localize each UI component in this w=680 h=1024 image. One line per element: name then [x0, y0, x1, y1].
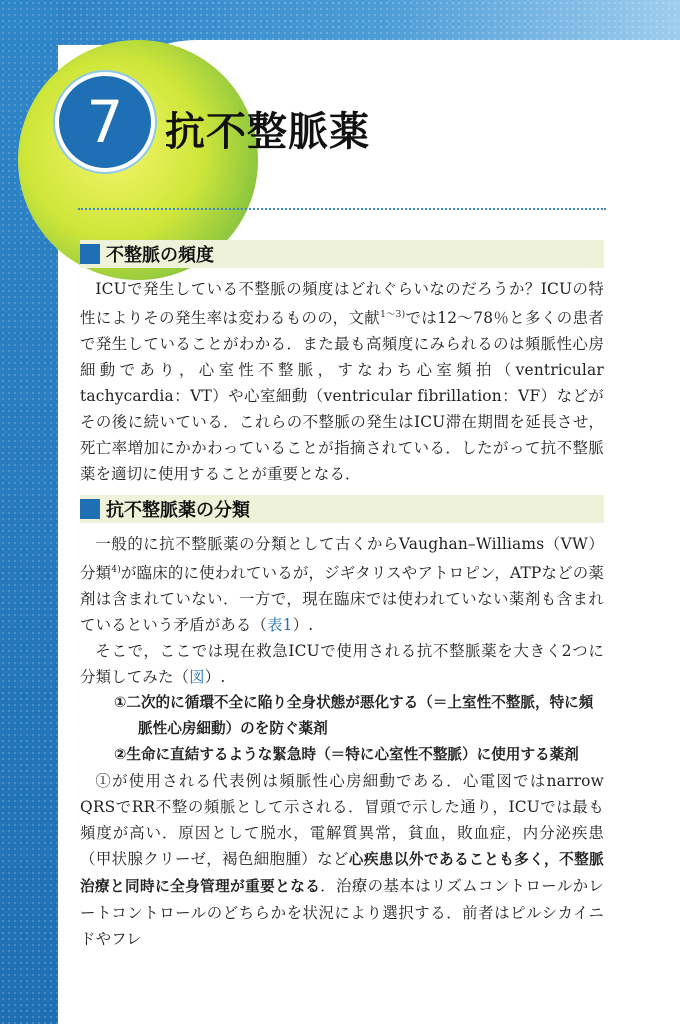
heading-square-icon: [80, 244, 100, 264]
list-item: ①二次的に循環不全に陥り全身状態が悪化する（＝上室性不整脈，特に頻脈性心房細動）のを防ぐ薬剤: [114, 694, 594, 737]
citation: 4): [111, 565, 121, 575]
chapter-number-badge: [55, 72, 155, 172]
chapter-title: 抗不整脈薬: [165, 109, 370, 155]
section-title: 抗不整脈薬の分類: [106, 500, 250, 521]
article-body: [80, 240, 604, 952]
citation: 1～3): [380, 310, 406, 320]
paragraph: 一般的に抗不整脈薬の分類として古くからVaughan–Williams（VW）分類$^{4)}$が臨床的に使われているが，ジギタリスやアトロピン，ATPなどの薬剤は含まれていない．一方で，現在臨床では使われていない薬剤も含まれているという矛盾がある（表1）.: [80, 535, 604, 634]
chapter-number: 7: [86, 88, 124, 156]
section-heading: [80, 495, 604, 523]
title-divider: [78, 208, 606, 210]
paragraph: ICUで発生している不整脈の頻度はどれぐらいなのだろうか？ICUの特性によりその発生率は変わるものの，文献$^{1\sim 3)}$では12～78％と多くの患者で発生していることがわかる．また最も高頻度にみられるのは頻脈性心房細動であり，心室性不整脈，すなわち心室頻拍（ventricular tachycardia：VT）や心室細動（ventricular fibrillation：VF）などがその後に続いている．これらの不整脈の発生はICU滞在期間を延長させ，死亡率増加にかかわっていることが指摘されている．したがって抗不整脈薬を適切に使用することが重要となる．: [80, 280, 605, 483]
section-heading: [80, 240, 604, 268]
paragraph: そこで，ここでは現在救急ICUで使用される抗不整脈薬を大きく2つに分類してみた（図）.: [80, 642, 604, 686]
paragraph: ①が使用される代表例は頻脈性心房細動である．心電図ではnarrow QRSでRR不整の頻脈として示される．冒頭で示した通り，ICUでは最も頻度が高い．原因として脱水，電解質異常，貧血，敗血症，内分泌疾患（甲状腺クリーゼ，褐色細胞腫）など心疾患以外であることも多く，不整脈治療と同時に全身管理が重要となる．治療の基本はリズムコントロールかレートコントロールのどちらかを状況により選択する．前者はピルシカイニドやフレ: [80, 772, 605, 948]
top-decor-band: [0, 0, 680, 45]
emphasis: 心疾患以外であることも多く，不整脈治療と同時に全身管理が重要となる: [80, 851, 604, 895]
figure-reference-link[interactable]: 図: [189, 668, 205, 686]
heading-square-icon: [80, 499, 100, 519]
section-title: 不整脈の頻度: [106, 245, 214, 266]
list-item: ②生命に直結するような緊急時（＝特に心室性不整脈）に使用する薬剤: [114, 746, 579, 763]
table-reference-link[interactable]: 表1: [267, 616, 293, 634]
